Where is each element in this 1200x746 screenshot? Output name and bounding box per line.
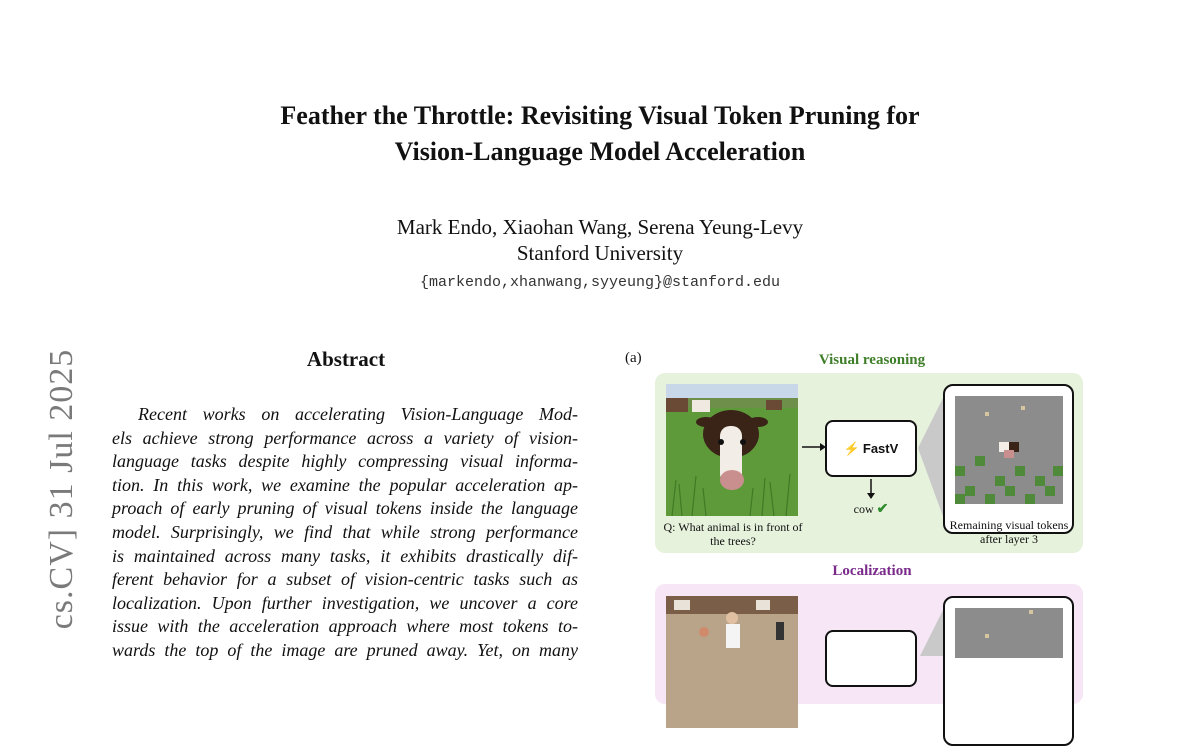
answer-row (836, 502, 906, 517)
fastv-module (825, 420, 917, 477)
arrow-right-icon (800, 440, 828, 454)
abstract-line: localization. Upon further investigation, we uncover a core (112, 592, 578, 613)
figure-label: (a) (625, 350, 642, 366)
basketball-photo (666, 596, 798, 728)
checkmark-icon: ✔ (876, 502, 889, 517)
cow-image (666, 384, 798, 516)
arrow-down-icon (864, 478, 878, 500)
abstract-line: Recent works on accelerating Vision-Language Mod- (138, 404, 578, 424)
abstract-line: language tasks despite highly compressing visual informa- (112, 451, 578, 472)
title-line-1: Feather the Throttle: Revisiting Visual Token Pruning for (280, 101, 920, 130)
token-map-2 (945, 598, 1072, 658)
answer-label: cow (853, 502, 874, 516)
paper-title (0, 98, 1200, 170)
author-block (0, 214, 1200, 266)
panel-title-localization: Localization (832, 563, 912, 579)
abstract-line: is maintained across many tasks, it exhibits drastically dif- (112, 545, 578, 566)
affiliation: Stanford University (516, 241, 684, 265)
basketball-image (666, 596, 798, 728)
arxiv-stamp: cs.CV] 31 Jul 2025 (43, 348, 80, 630)
abstract-line: tion. In this work, we examine the popular acceleration ap- (112, 474, 578, 495)
fastv-label: FastV (862, 441, 899, 456)
abstract-heading: Abstract (306, 347, 386, 371)
abstract-line: issue with the acceleration approach where most tokens to- (112, 616, 578, 637)
author-emails: {markendo,xhanwang,syyeung}@stanford.edu (419, 274, 781, 291)
question-caption: Q: What animal is in front of the trees? (663, 520, 803, 548)
tokens-caption: Remaining visual tokens after layer 3 (949, 518, 1069, 546)
abstract-line: proach of early pruning of visual tokens inside the language (112, 498, 578, 519)
title-line-2: Vision-Language Model Acceleration (394, 137, 806, 166)
abstract-line: els achieve strong performance across a variety of vision- (112, 427, 578, 448)
abstract-line: wards the top of the image are pruned away. Yet, on many (112, 639, 578, 660)
abstract-body (112, 403, 578, 663)
abstract-line: model. Surprisingly, we find that while strong performance (112, 521, 578, 542)
lightning-icon: ⚡ (843, 440, 860, 456)
cow-photo (666, 384, 798, 516)
panel-title-visual-reasoning: Visual reasoning (818, 352, 926, 368)
fastv-module-2 (825, 630, 917, 687)
remaining-tokens-view (943, 384, 1074, 534)
token-map (945, 386, 1072, 532)
abstract-line: ferent behavior for a subset of vision-centric tasks such as (112, 569, 578, 590)
localization-tokens-view (943, 596, 1074, 746)
author-names: Mark Endo, Xiaohan Wang, Serena Yeung-Levy (396, 215, 804, 239)
